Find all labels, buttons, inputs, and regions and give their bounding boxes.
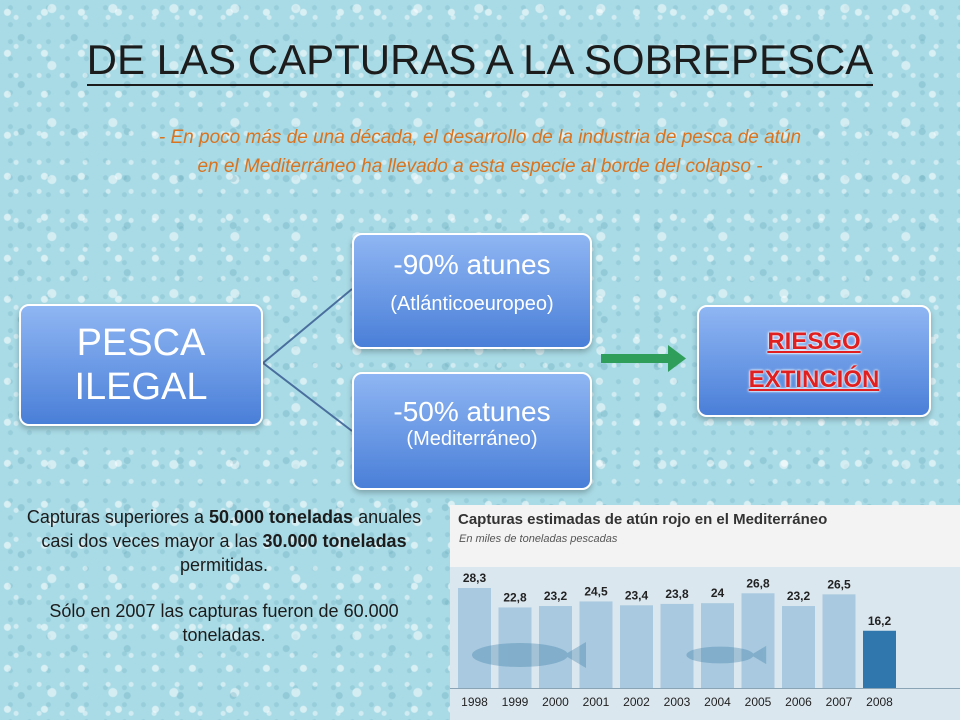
chart-bar [782, 606, 815, 688]
chart-bar [661, 604, 694, 688]
chart-bar [742, 593, 775, 688]
tuna-catch-chart [450, 505, 960, 720]
chart-tick-label: 2000 [542, 695, 569, 709]
catch-note-paragraph-2: Sólo en 2007 las capturas fueron de 60.000 toneladas. [49, 601, 399, 645]
chart-data-label: 16,2 [867, 613, 892, 628]
illegal-fishing-box [19, 304, 263, 426]
chart-tick-label: 2002 [623, 695, 650, 709]
chart-bar [863, 631, 896, 688]
chart-data-label: 23,4 [624, 588, 649, 603]
chart-tick-label: 1998 [461, 695, 488, 709]
chart-data-label: 26,8 [746, 576, 770, 591]
connector-to-mediterranean [263, 363, 352, 431]
chart-data-label: 24 [710, 586, 725, 601]
illegal-fishing-line-1: PESCA [76, 322, 206, 364]
chart-bar [701, 603, 734, 688]
chart-tick-label: 2004 [704, 695, 731, 709]
extinction-risk-line-1: RIESGO [767, 328, 861, 355]
atlantic-tuna-box [352, 233, 592, 349]
slide-title: DE LAS CAPTURAS A LA SOBREPESCA [0, 36, 960, 84]
subtitle-line-1: - En poco más de una década, el desarrollo de la industria de pesca de atún [158, 127, 802, 148]
mediterranean-tuna-region: (Mediterráneo) [406, 428, 538, 450]
catch-note-highlight-2: 30.000 toneladas [262, 531, 407, 551]
subtitle-line-2: en el Mediterráneo ha llevado a esta especie al borde del colapso - [197, 156, 763, 177]
chart-data-label: 26,5 [827, 577, 851, 592]
chart-bar [823, 594, 856, 688]
extinction-risk-line-2: EXTINCIÓN [748, 366, 880, 393]
connector-to-atlantic [263, 289, 352, 363]
chart-data-label: 23,2 [543, 589, 568, 604]
catch-note [10, 505, 438, 669]
chart-data-label: 23,8 [665, 586, 689, 601]
chart-tick-label: 1999 [501, 695, 529, 709]
chart-tick-label: 2001 [582, 695, 610, 709]
mediterranean-tuna-box [352, 372, 592, 490]
chart-data-label: 23,2 [786, 589, 811, 604]
catch-note-paragraph-1: Capturas superiores a 50.000 toneladas anuales casi dos veces mayor a las 30.000 toneladas permitidas. [26, 507, 422, 575]
chart-subtitle: En miles de toneladas pescadas [459, 533, 618, 545]
chart-tick-label: 2007 [825, 695, 853, 709]
extinction-risk-box [697, 305, 931, 417]
chart-title: Capturas estimadas de atún rojo en el Mediterráneo [458, 511, 828, 528]
atlantic-tuna-region: (Atlánticoeuropeo) [390, 293, 554, 315]
chart-data-label: 28,3 [462, 571, 487, 585]
chart-tick-label: 2008 [866, 695, 893, 709]
chart-bar [458, 588, 491, 688]
catch-note-highlight-1: 50.000 toneladas [208, 507, 354, 527]
mediterranean-tuna-value: -50% atunes [393, 396, 551, 427]
chart-bar [620, 605, 653, 688]
illegal-fishing-line-2: ILEGAL [74, 366, 208, 408]
chart-data-label: 24,5 [584, 584, 608, 599]
green-arrow-icon [601, 345, 686, 372]
atlantic-tuna-value: -90% atunes [393, 249, 551, 280]
chart-tick-label: 2003 [663, 695, 691, 709]
chart-tick-label: 2006 [785, 695, 812, 709]
chart-data-label: 22,8 [503, 590, 527, 605]
chart-tick-label: 2005 [744, 695, 772, 709]
